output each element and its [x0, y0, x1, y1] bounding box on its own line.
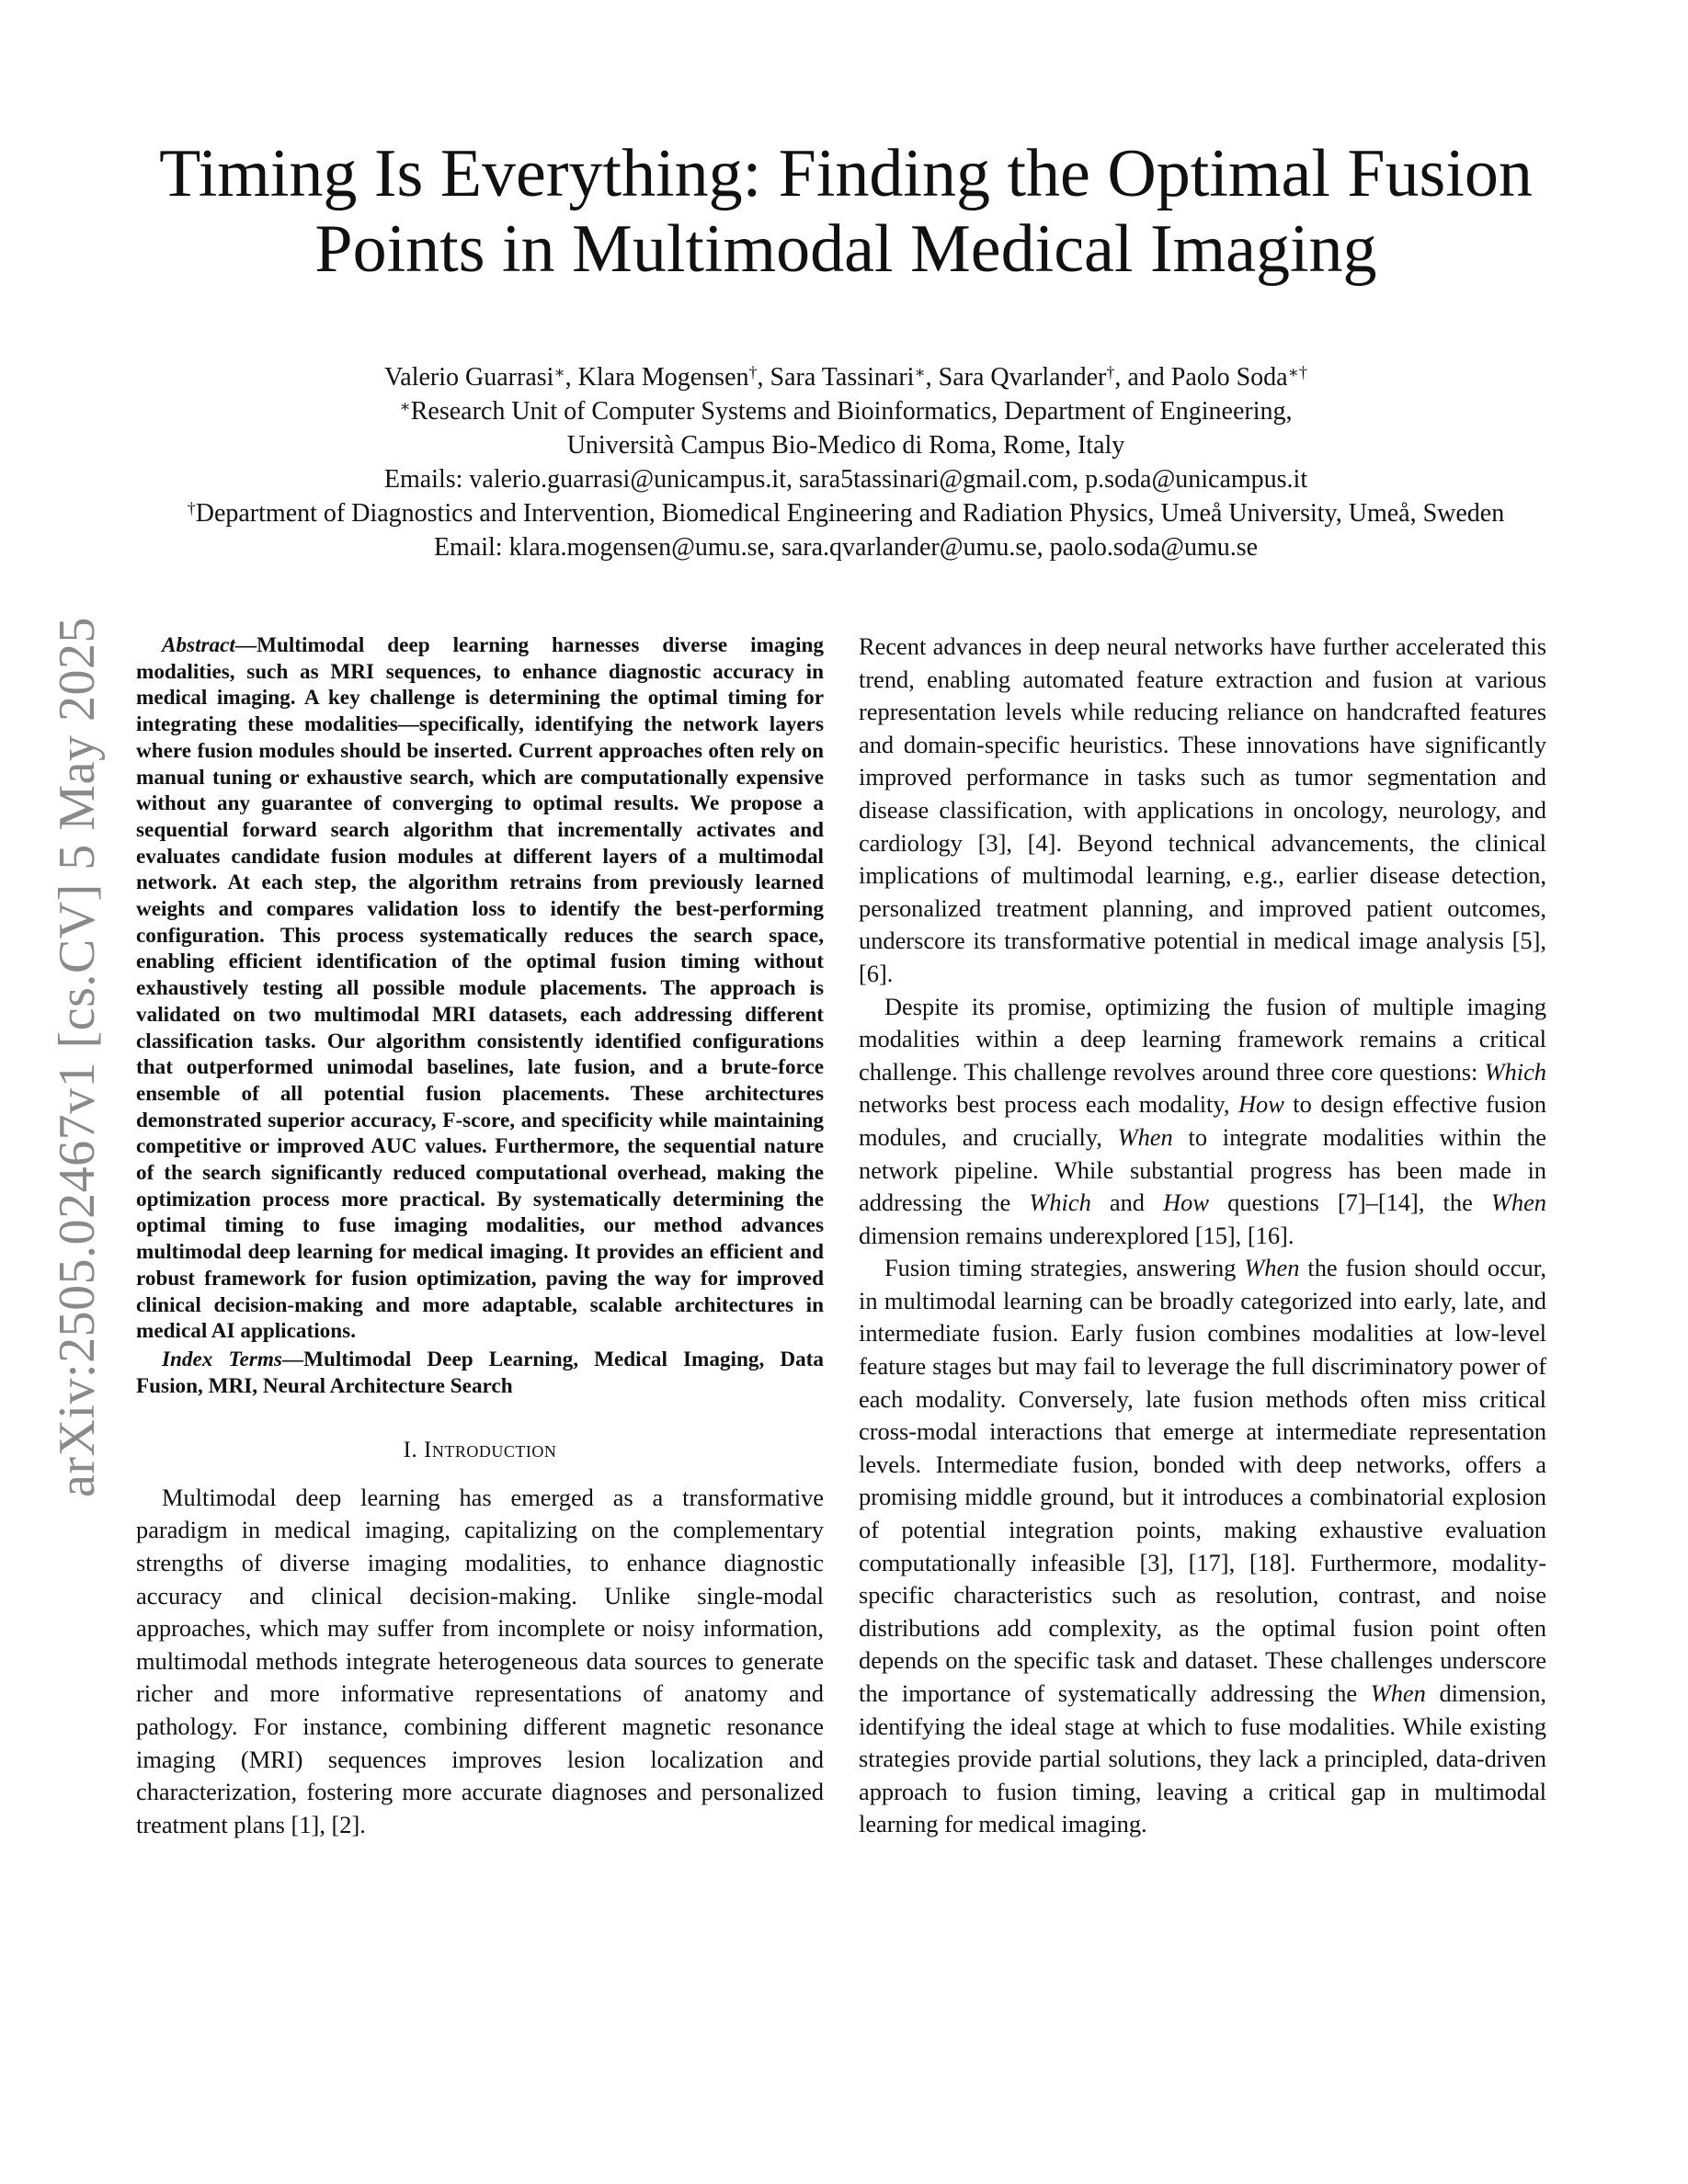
affiliation-mark: ∗: [553, 363, 565, 381]
affiliation-mark: ∗: [914, 363, 926, 381]
intro-paragraph-3: [859, 991, 1546, 1253]
right-column: [859, 631, 1546, 1841]
text-run: Fusion timing strategies, answering: [884, 1254, 1245, 1282]
emphasis: When: [1244, 1254, 1300, 1282]
emphasis: How: [1163, 1189, 1209, 1217]
emphasis: When: [1117, 1122, 1173, 1151]
author-name: Sara Qvarlander: [938, 363, 1107, 392]
arxiv-watermark: [50, 570, 105, 1544]
text-run: networks best process each modality,: [859, 1090, 1238, 1119]
text-run: questions [7]–[14], the: [1208, 1189, 1491, 1217]
arxiv-identifier: arXiv:2505.02467v1 [cs.CV] 5 May 2025: [49, 617, 106, 1497]
emails-2: Email: klara.mogensen@umu.se, sara.qvarlander@umu.se, paolo.soda@umu.se: [433, 533, 1259, 562]
intro-paragraph-4: [859, 1252, 1546, 1841]
emails-1: Emails: valerio.guarrasi@unicampus.it, sara5tassinari@gmail.com, p.soda@unicampus.it: [383, 465, 1308, 494]
author-name: Valerio Guarrasi: [384, 363, 554, 392]
emphasis: How: [1237, 1090, 1284, 1119]
intro-paragraph-1: Multimodal deep learning has emerged as a transformative paradigm in medical imaging, capitalizing on the complementary strengths of diverse imaging modalities, to enhance diagnostic accuracy and clinical decision-making. Unlike single-modal approaches, which may suffer from incomplete or noisy information, multimodal methods integrate heterogeneous data sources to generate richer and more informative representations of anatomy and pathology. For instance, combining different magnetic resonance imaging (MRI) sequences improves lesion localization and characterization, fostering more accurate diagnoses and personalized treatment plans [1], [2].: [136, 1483, 824, 1838]
author-name: Sara Tassinari: [770, 363, 915, 392]
text-run: to integrate modalities within the network pipeline. While substantial progress has been made in addressing the: [859, 1122, 1547, 1217]
abstract: [136, 632, 824, 1345]
section-number: I.: [403, 1438, 424, 1463]
separator: ,: [757, 363, 770, 392]
affiliation-mark: †: [187, 499, 196, 518]
section-title: Introduction: [424, 1438, 557, 1463]
index-terms-label: Index Terms: [162, 1347, 282, 1371]
text-run: and: [1090, 1189, 1164, 1217]
affiliation-mark: ∗: [399, 397, 411, 415]
emphasis: When: [1490, 1189, 1546, 1217]
paper-title: [110, 136, 1581, 287]
left-column: [136, 632, 824, 1841]
affiliation-1-line-1: [110, 394, 1581, 428]
separator: , and: [1114, 363, 1171, 392]
separator: ,: [565, 363, 578, 392]
title-line-2: Points in Multimodal Medical Imaging: [314, 211, 1377, 287]
index-terms: [136, 1347, 824, 1399]
text-run: Despite its promise, optimizing the fusion of multiple imaging modalities within a deep learning framework remains a critical challenge. This challenge revolves around three core questions:: [859, 992, 1546, 1086]
text-run: dimension remains underexplored [15], [16].: [859, 1221, 1295, 1249]
affiliation-text: Department of Diagnostics and Intervention, Biomedical Engineering and Radiation Physics, Umeå University, Umeå, Sweden: [195, 499, 1505, 528]
abstract-dash: —: [234, 633, 257, 657]
text-run: the fusion should occur, in multimodal learning can be broadly categorized into early, late, and intermediate fusion. Early fusion combines modalities at low-level feature stages but may fail to leverage the full discriminatory power of each modality. Conversely, late fusion methods often miss critical cross-modal interactions that emerge at intermediate representation levels. Intermediate fusion, bonded with deep networks, offers a promising middle ground, but it introduces a combinatorial explosion of potential integration points, making exhaustive evaluation computationally infeasible [3], [17], [18]. Furthermore, modality-specific characteristics such as resolution, contrast, and noise distributions add complexity, as the optimal fusion point often depends on the specific task and dataset. These challenges underscore the importance of systematically addressing the: [859, 1254, 1546, 1707]
emphasis: Which: [1029, 1189, 1091, 1217]
title-line-1: Timing Is Everything: Finding the Optimal Fusion: [159, 136, 1533, 211]
affiliation-2: [110, 496, 1581, 530]
author-names: [110, 360, 1581, 394]
affiliation-text: Research Unit of Computer Systems and Bioinformatics, Department of Engineering,: [410, 397, 1293, 426]
section-heading-introduction: [136, 1434, 824, 1466]
author-name: Paolo Soda: [1170, 363, 1288, 392]
intro-paragraph-2: Recent advances in deep neural networks have further accelerated this trend, enabling automated feature extraction and fusion at various representation levels while reducing reliance on handcrafted features and domain-specific heuristics. These innovations have significantly improved performance in tasks such as tumor segmentation and disease classification, with applications in oncology, neurology, and cardiology [3], [4]. Beyond technical advancements, the clinical implications of multimodal learning, e.g., earlier disease detection, personalized treatment planning, and improved patient outcomes, underscore its transformative potential in medical image analysis [5], [6].: [859, 632, 1546, 987]
emphasis: Which: [1484, 1057, 1546, 1086]
text-run: to design effective fusion modules, and crucially,: [859, 1090, 1547, 1151]
emphasis: When: [1370, 1679, 1426, 1707]
affiliation-mark: ∗†: [1287, 363, 1307, 381]
affiliation-mark: †: [1106, 363, 1115, 381]
affiliation-mark: †: [748, 363, 758, 381]
author-name: Klara Mogensen: [577, 363, 749, 392]
index-terms-dash: —: [281, 1347, 304, 1371]
author-block: [110, 360, 1581, 564]
separator: ,: [925, 363, 939, 392]
text-run: dimension, identifying the ideal stage at which to fuse modalities. While existing strategies provide partial solutions, they lack a principled, data-driven approach to fusion timing, leaving a critical gap in multimodal learning for medical imaging.: [859, 1679, 1547, 1838]
affiliation-1-line-2: Università Campus Bio-Medico di Roma, Rome, Italy: [566, 431, 1125, 460]
abstract-text: Multimodal deep learning harnesses diverse imaging modalities, such as MRI sequences, to enhance diagnostic accuracy in medical imaging. A key challenge is determining the optimal timing for integrating these modalities—specifically, identifying the network layers where fusion modules should be inserted. Current approaches often rely on manual tuning or exhaustive search, which are computationally expensive without any guarantee of converging to optimal results. We propose a sequential forward search algorithm that incrementally activates and evaluates candidate fusion modules at different layers of a multimodal network. At each step, the algorithm retrains from previously learned weights and compares validation loss to identify the best-performing configuration. This process systematically reduces the search space, enabling efficient identification of the optimal fusion timing without exhaustively testing all possible module placements. The approach is validated on two multimodal MRI datasets, each addressing different classification tasks. Our algorithm consistently identified configurations that outperformed unimodal baselines, late fusion, and a brute-force ensemble of all potential fusion placements. These architectures demonstrated superior accuracy, F-score, and specificity while maintaining competitive or improved AUC values. Furthermore, the sequential nature of the search significantly reduced computational overhead, making the optimization process more practical. By systematically determining the optimal timing to fuse imaging modalities, our method advances multimodal deep learning for medical imaging. It provides an efficient and robust framework for fusion optimization, paving the way for improved clinical decision-making and more adaptable, scalable architectures in medical AI applications.: [136, 633, 824, 1344]
abstract-label: Abstract: [162, 633, 235, 657]
index-terms-text: Multimodal Deep Learning, Medical Imaging, Data Fusion, MRI, Neural Architecture Search: [136, 1347, 824, 1398]
